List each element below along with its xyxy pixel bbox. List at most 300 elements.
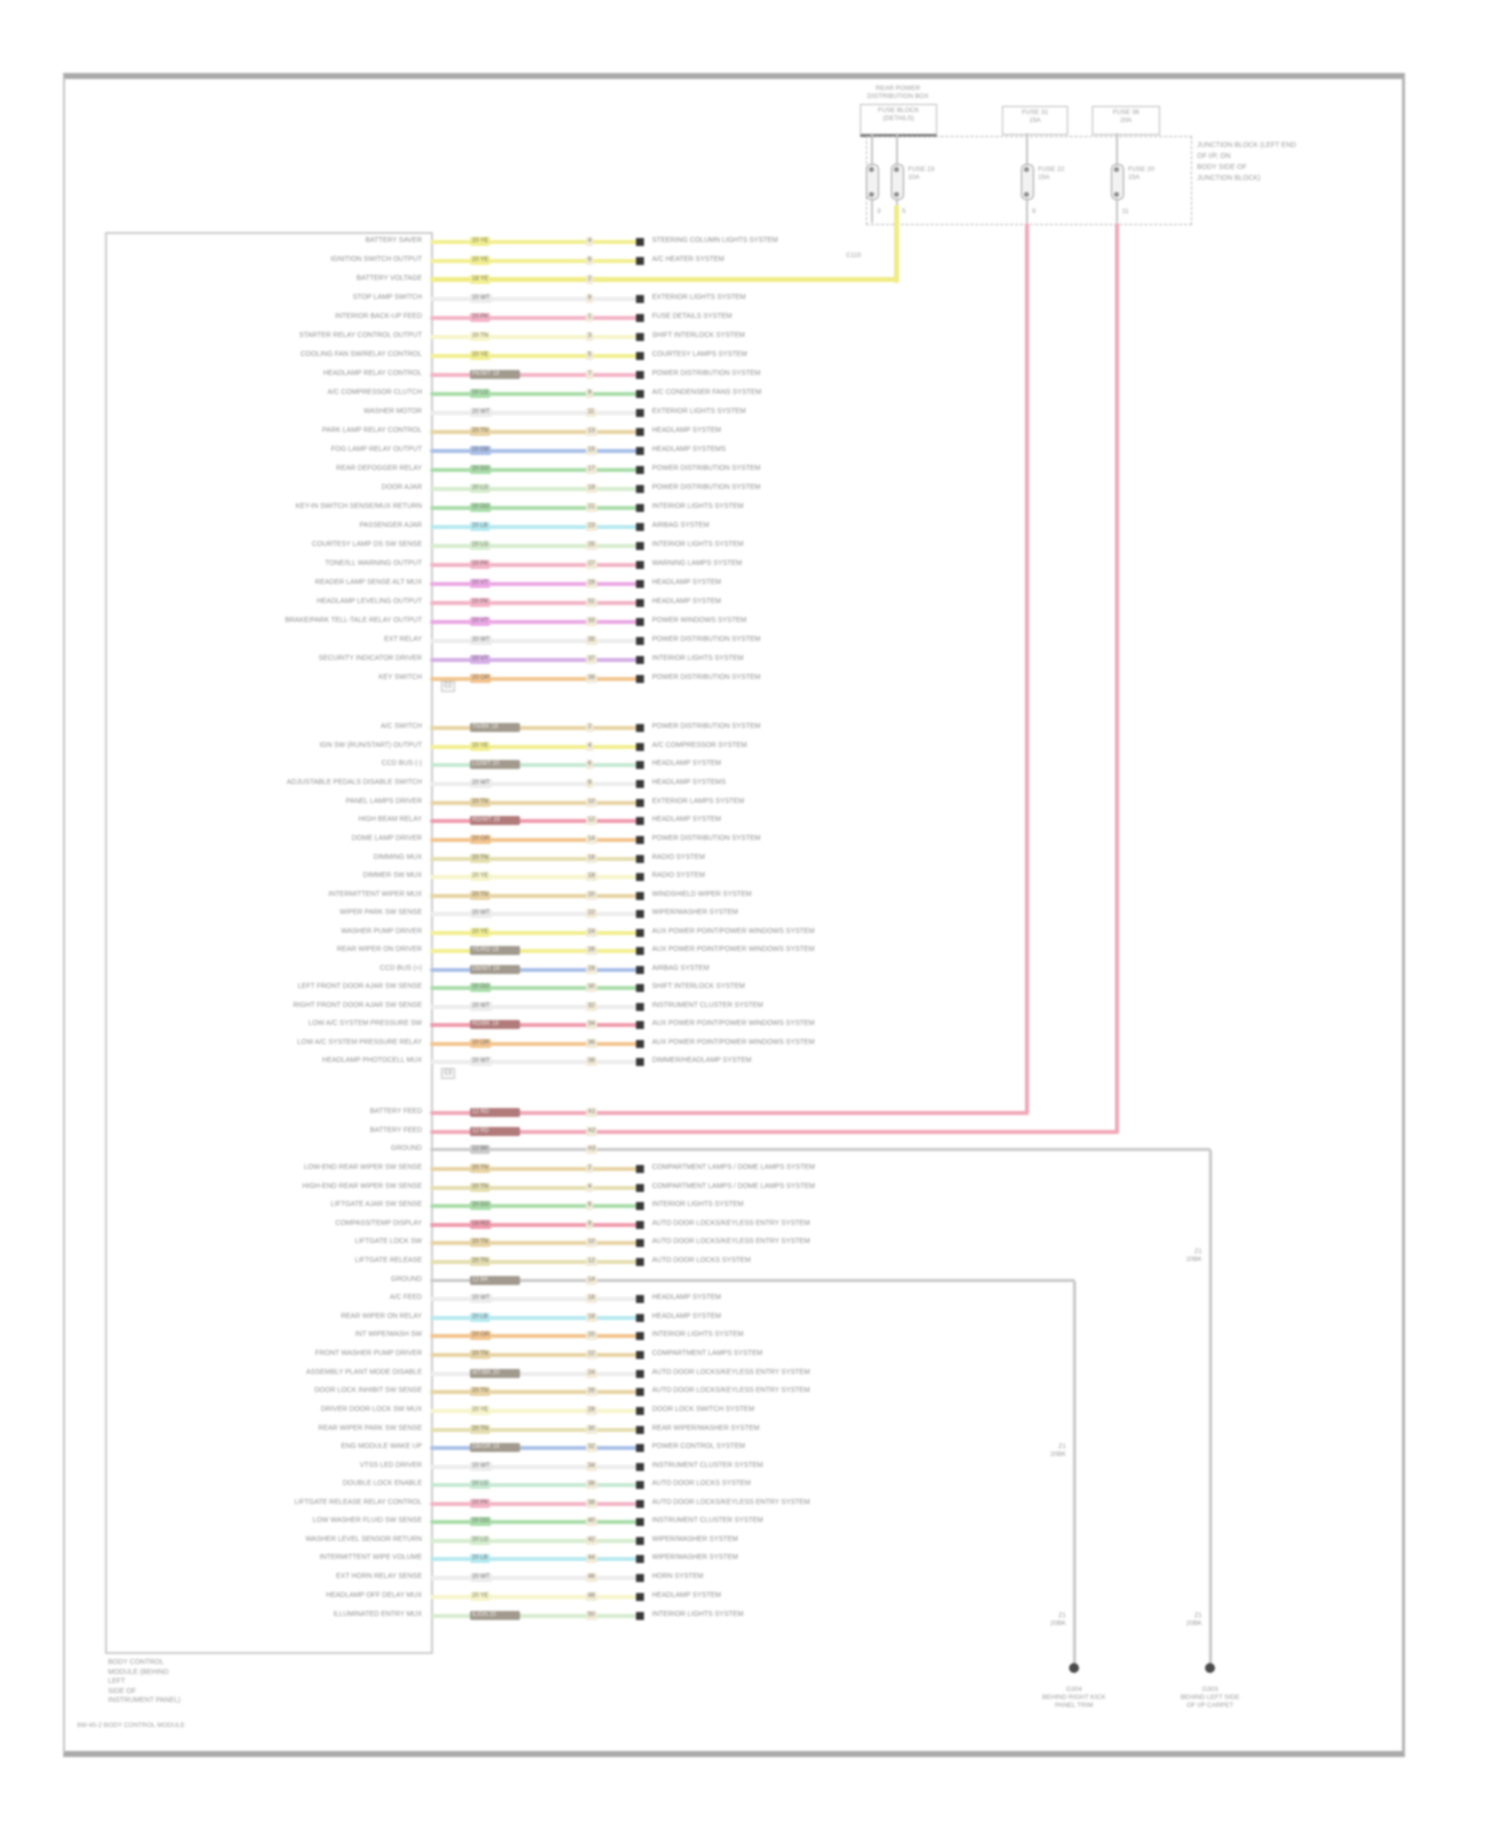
module-pin-label: LOW A/C SYSTEM PRESSURE RELAY bbox=[297, 1039, 422, 1046]
wire-pin-number-chip: 27 bbox=[588, 561, 595, 567]
wire-pin-number-chip: 25 bbox=[588, 542, 595, 548]
connector-pin-square bbox=[636, 743, 644, 751]
wire-code-chip: 20 YE bbox=[472, 929, 489, 935]
wire-code-chip: 20 TN bbox=[472, 428, 489, 434]
connector-pin-square bbox=[636, 1202, 644, 1210]
ground-wire-2-vertical bbox=[1073, 1281, 1076, 1668]
ground-2-mid-label bbox=[1014, 1443, 1066, 1459]
connector-pin-square bbox=[636, 1444, 644, 1452]
connector-pin-square bbox=[636, 1295, 644, 1303]
wire-pin-number-chip: 32 bbox=[588, 1003, 595, 1009]
wire-code-chip: 20 YE bbox=[472, 873, 489, 879]
wire-code-chip: 18 YE bbox=[472, 276, 489, 282]
connector-pin-square bbox=[636, 1537, 644, 1545]
wire-pin-number-chip: 28 bbox=[588, 1407, 595, 1413]
destination-label: INTERIOR LIGHTS SYSTEM bbox=[652, 541, 744, 548]
wire-pin-number-chip: 16 bbox=[588, 855, 595, 861]
destination-label: INTERIOR LIGHTS SYSTEM bbox=[652, 1331, 744, 1338]
wire-khaki bbox=[430, 1428, 641, 1432]
wire-mint bbox=[430, 763, 641, 767]
wire-pin-number-chip: 10 bbox=[588, 799, 595, 805]
connector-pin-square bbox=[636, 1184, 644, 1192]
destination-label: EXTERIOR LIGHTS SYSTEM bbox=[652, 408, 746, 415]
destination-label: POWER DISTRIBUTION SYSTEM bbox=[652, 484, 761, 491]
wire-code-chip: 20 TN bbox=[472, 799, 489, 805]
wire-pin-number-chip: 37 bbox=[588, 656, 595, 662]
ground-1-terminal-dot bbox=[1205, 1663, 1215, 1673]
module-pin-label: DOOR AJAR bbox=[381, 484, 422, 491]
wire-pin-number-chip: 12 bbox=[588, 1258, 595, 1264]
wire-code-chip: 20 LG bbox=[472, 1481, 489, 1487]
connector-pin-square bbox=[636, 1351, 644, 1359]
connector-pin-square bbox=[636, 238, 644, 246]
fuse-block-1-label-line: FUSE BLOCK bbox=[877, 107, 920, 114]
wire-yellow bbox=[430, 277, 897, 282]
module-pin-label: DOUBLE LOCK ENABLE bbox=[342, 1480, 422, 1487]
junction-block-annotation bbox=[1197, 140, 1296, 184]
wire-pin-number-chip: 33 bbox=[588, 618, 595, 624]
destination-label: AUTO DOOR LOCKS/KEYLESS ENTRY SYSTEM bbox=[652, 1220, 810, 1227]
junction-block-annotation-line: JUNCTION BLOCK) bbox=[1197, 175, 1261, 182]
wire-pin-number-chip: 18 bbox=[588, 1314, 595, 1320]
wire-code-chip: 20 TN bbox=[472, 333, 489, 339]
wire-pin-number-chip: 15 bbox=[588, 447, 595, 453]
ground-2-top-label-line: 20BK bbox=[1050, 1620, 1066, 1627]
connector-pin-square bbox=[636, 724, 644, 732]
module-name-label-line: BODY CONTROL bbox=[108, 1659, 164, 1666]
destination-label: COMPARTMENT LAMPS SYSTEM bbox=[652, 1350, 763, 1357]
wire-code-chip: 20 LG bbox=[472, 542, 489, 548]
wire-code-chip: 20 LB bbox=[472, 1314, 488, 1320]
module-pin-label: LIFTGATE RELEASE bbox=[354, 1257, 422, 1264]
connector-pin-square bbox=[636, 966, 644, 974]
wire-code-chip: 20 DB bbox=[472, 447, 489, 453]
module-name-label-line: LEFT bbox=[108, 1678, 126, 1685]
destination-label: INSTRUMENT CLUSTER SYSTEM bbox=[652, 1517, 764, 1524]
power-distribution-header bbox=[858, 85, 938, 101]
ground-1-label bbox=[1140, 1686, 1280, 1710]
wire-pin-number-chip: 34 bbox=[588, 1021, 595, 1027]
connector-pin-square bbox=[636, 656, 644, 664]
wire-orange bbox=[430, 838, 641, 842]
connector-pin-square bbox=[636, 873, 644, 881]
wire-pin-number-chip: 17 bbox=[588, 466, 595, 472]
ground-1-mid-label-line: 20BK bbox=[1186, 1256, 1202, 1263]
ground-2-mid-label-line: 20BK bbox=[1050, 1451, 1066, 1458]
fuse-2-side-label bbox=[1038, 166, 1064, 182]
module-pin-label: INT WIPE/WASH SW bbox=[355, 1331, 422, 1338]
wire-code-chip: 20 WT bbox=[472, 1295, 490, 1301]
wire-code-chip: 20 YE bbox=[472, 257, 489, 263]
destination-label: FUSE DETAILS SYSTEM bbox=[652, 313, 732, 320]
ground-2-label-line: G304 bbox=[1066, 1686, 1082, 1693]
wire-tan bbox=[430, 726, 641, 730]
ground-2-label-line: BEHIND RIGHT KICK bbox=[1042, 1694, 1106, 1701]
wire-white bbox=[430, 411, 641, 415]
connector-pin-square bbox=[636, 1040, 644, 1048]
destination-label: A/C COMPRESSOR SYSTEM bbox=[652, 742, 747, 749]
wire-gray bbox=[430, 1148, 1211, 1151]
module-connector-tag-c2: C2 bbox=[441, 681, 455, 692]
yellow-feed-connector-tag: C115 bbox=[846, 252, 862, 259]
wire-code-chip: 20 TN bbox=[472, 1258, 489, 1264]
module-pin-label: STOP LAMP SWITCH bbox=[352, 294, 422, 301]
wire-code-chip: 20 PK bbox=[472, 561, 489, 567]
connector-pin-square bbox=[636, 428, 644, 436]
wire-code-chip: 20 DG bbox=[472, 1518, 490, 1524]
wire-code-chip: 20 LG bbox=[472, 390, 489, 396]
wire-pin-number-chip: 16 bbox=[588, 1295, 595, 1301]
fuse-1-side-label-line: FUSE 23 bbox=[908, 166, 935, 173]
fuse-1b-icon bbox=[891, 164, 904, 200]
wire-pin-number-chip: 7 bbox=[588, 371, 592, 377]
module-pin-label: REAR WIPER ON DRIVER bbox=[336, 946, 422, 953]
wire-pin-number-chip: 39 bbox=[588, 675, 595, 681]
module-pin-label: LEFT FRONT DOOR AJAR SW SENSE bbox=[297, 983, 422, 990]
wire-cyan bbox=[430, 525, 641, 529]
wire-pin-number-chip: A1 bbox=[588, 1109, 596, 1115]
wire-orange bbox=[430, 1042, 641, 1046]
connector-pin-square bbox=[636, 1258, 644, 1266]
fuse-block-1-label bbox=[861, 107, 936, 123]
module-pin-label: INTERIOR BACK-UP FEED bbox=[335, 313, 422, 320]
wire-yellow bbox=[430, 745, 641, 749]
wire-code-chip: 20 YE bbox=[472, 743, 489, 749]
connector-pin-square bbox=[636, 637, 644, 645]
wire-code-chip: 20 TN bbox=[472, 1426, 489, 1432]
module-pin-label: HEADLAMP OFF DELAY MUX bbox=[325, 1592, 422, 1599]
wire-code-chip: 20 OR bbox=[472, 675, 490, 681]
destination-label: RADIO SYSTEM bbox=[652, 854, 705, 861]
wire-pin-number-chip: 48 bbox=[588, 1593, 595, 1599]
wire-blue bbox=[430, 968, 641, 972]
wire-pin-number-chip: 18 bbox=[588, 873, 595, 879]
wire-pin-number-chip: 35 bbox=[588, 637, 595, 643]
wire-pin-number-chip: 36 bbox=[588, 1481, 595, 1487]
destination-label: AUX POWER POINT/POWER WINDOWS SYSTEM bbox=[652, 1020, 815, 1027]
module-pin-label: REAR WIPER ON RELAY bbox=[340, 1313, 422, 1320]
fuse-3-label-line: 20A bbox=[1120, 117, 1132, 124]
wire-pin-number-chip: 50 bbox=[588, 1612, 595, 1618]
wire-yellow bbox=[430, 240, 641, 244]
module-pin-label: COURTESY LAMP DS SW SENSE bbox=[311, 541, 422, 548]
connector-pin-square bbox=[636, 1314, 644, 1322]
module-pin-label: BATTERY FEED bbox=[369, 1108, 422, 1115]
connector-pin-square bbox=[636, 929, 644, 937]
ground-1-top-label-line: Z1 bbox=[1194, 1612, 1202, 1619]
wire-pin-number-chip: 30 bbox=[588, 984, 595, 990]
module-name-label-line: MODULE (BEHIND bbox=[108, 1668, 169, 1676]
wire-code-chip: 20 PK bbox=[472, 599, 489, 605]
module-pin-label: STARTER RELAY CONTROL OUTPUT bbox=[299, 332, 422, 339]
destination-label: HEADLAMP SYSTEM bbox=[652, 579, 722, 586]
destination-label: AUX POWER POINT/POWER WINDOWS SYSTEM bbox=[652, 946, 815, 953]
wire-pin-number-chip: 21 bbox=[588, 504, 595, 510]
wire-code-chip: 20 WT bbox=[472, 910, 490, 916]
wire-code-chip: 12 BK bbox=[472, 1146, 489, 1152]
module-pin-label: A/C FEED bbox=[389, 1294, 422, 1301]
fuse-3-side-label-line: FUSE 20 bbox=[1128, 166, 1155, 173]
wire-khaki bbox=[430, 857, 641, 861]
module-pin-label: HEADLAMP RELAY CONTROL bbox=[323, 370, 422, 377]
wire-pin-number-chip: 10 bbox=[588, 1239, 595, 1245]
ground-1-top-label bbox=[1150, 1612, 1202, 1628]
wire-white bbox=[430, 1005, 641, 1009]
connector-pin-square bbox=[636, 561, 644, 569]
fuse-2-label bbox=[1003, 109, 1067, 125]
wire-code-chip: 20 WT bbox=[472, 295, 490, 301]
destination-label: INSTRUMENT CLUSTER SYSTEM bbox=[652, 1462, 764, 1469]
destination-label: HEADLAMP SYSTEM bbox=[652, 760, 722, 767]
connector-pin-square bbox=[636, 675, 644, 683]
wire-pin-number-chip: 4 bbox=[588, 743, 592, 749]
wire-pin-number-chip: 42 bbox=[588, 1537, 595, 1543]
wire-paleyellow bbox=[430, 1409, 641, 1413]
ground-2-mid-label-line: Z1 bbox=[1058, 1443, 1066, 1450]
connector-pin-square bbox=[636, 390, 644, 398]
wire-tan bbox=[430, 1241, 641, 1245]
wire-khaki bbox=[430, 1186, 641, 1190]
destination-label: POWER DISTRIBUTION SYSTEM bbox=[652, 370, 761, 377]
wire-yellow bbox=[430, 259, 641, 263]
wire-paleyellow bbox=[430, 875, 641, 879]
connector-pin-square bbox=[636, 1612, 644, 1620]
module-pin-label: BATTERY VOLTAGE bbox=[356, 275, 422, 282]
wire-code-chip: 20 DG bbox=[472, 504, 490, 510]
connector-pin-square bbox=[636, 523, 644, 531]
destination-label: A/C CONDENSER FANS SYSTEM bbox=[652, 389, 762, 396]
destination-label: POWER CONTROL SYSTEM bbox=[652, 1443, 746, 1450]
wire-pin-number-chip: 46 bbox=[588, 1574, 595, 1580]
wire-pin-number-chip: 8 bbox=[588, 780, 592, 786]
wire-violet bbox=[430, 658, 641, 662]
wire-pink bbox=[430, 601, 641, 605]
battery-feed-1-vertical-wire bbox=[1025, 223, 1029, 1115]
module-pin-label: TONE/ILL WARNING OUTPUT bbox=[325, 560, 422, 567]
wire-code-chip: 20 TN bbox=[472, 855, 489, 861]
connector-pin-square bbox=[636, 1332, 644, 1340]
connector-pin-square bbox=[636, 504, 644, 512]
destination-label: AUTO DOOR LOCKS SYSTEM bbox=[652, 1257, 751, 1264]
wire-gray bbox=[430, 1279, 1075, 1282]
wire-code-chip: 20 YE bbox=[472, 238, 489, 244]
wire-pin-number-chip: 20 bbox=[588, 1332, 595, 1338]
connector-pin-square bbox=[636, 761, 644, 769]
wire-white bbox=[430, 297, 641, 301]
wire-orange bbox=[430, 1334, 641, 1338]
destination-label: HEADLAMP SYSTEM bbox=[652, 1294, 722, 1301]
wire-pin-number-chip: 23 bbox=[588, 523, 595, 529]
connector-pin-square bbox=[636, 1165, 644, 1173]
wire-green bbox=[430, 1204, 641, 1208]
fuse-2-side-label-line: 15A bbox=[1038, 174, 1050, 181]
module-pin-label: PASSENGER AJAR bbox=[359, 522, 422, 529]
connector-pin-square bbox=[636, 599, 644, 607]
connector-pin-square bbox=[636, 1058, 644, 1066]
wire-pin-number-chip: 31 bbox=[588, 599, 595, 605]
fuse-2-box bbox=[1002, 106, 1068, 135]
module-pin-label: DOME LAMP DRIVER bbox=[351, 835, 422, 842]
destination-label: A/C HEATER SYSTEM bbox=[652, 256, 725, 263]
wire-paleyellow bbox=[430, 1595, 641, 1599]
connector-pin-square bbox=[636, 618, 644, 626]
module-pin-label: GROUND bbox=[390, 1145, 422, 1152]
ground-1-mid-label bbox=[1150, 1248, 1202, 1264]
wire-code-chip: 20 YE bbox=[472, 1407, 489, 1413]
module-pin-label: HEADLAMP PHOTOCELL MUX bbox=[322, 1057, 422, 1064]
wire-pin-number-chip: 2 bbox=[588, 1165, 592, 1171]
module-pin-label: LOW-END REAR WIPER SW SENSE bbox=[303, 1164, 422, 1171]
wire-pin-number-chip: 26 bbox=[588, 947, 595, 953]
destination-label: DIMMER/HEADLAMP SYSTEM bbox=[652, 1057, 752, 1064]
module-pin-label: HEADLAMP LEVELING OUTPUT bbox=[316, 598, 422, 605]
junction-block-annotation-line: BODY SIDE OF bbox=[1197, 164, 1247, 171]
module-pin-label: ILLUMINATED ENTRY MUX bbox=[333, 1611, 422, 1618]
wire-pin-number-chip: 5 bbox=[588, 352, 592, 358]
wire-code-chip: WT/BK 20 bbox=[470, 1369, 520, 1378]
wire-code-chip: 20 WT bbox=[472, 1463, 490, 1469]
wire-code-chip: 20 TN bbox=[472, 1184, 489, 1190]
module-pin-label: PARK LAMP RELAY CONTROL bbox=[322, 427, 422, 434]
wire-tan bbox=[430, 1167, 641, 1171]
junction-block-annotation-line: OF I/P, ON bbox=[1197, 153, 1231, 160]
fuse-pin-tag-4: 11 bbox=[1122, 208, 1129, 215]
module-pin-label: PANEL LAMPS DRIVER bbox=[345, 798, 422, 805]
fuse-3-label-line: FUSE 36 bbox=[1112, 109, 1140, 116]
module-pin-label: ADJUSTABLE PEDALS DISABLE SWITCH bbox=[286, 779, 422, 786]
wire-code-chip: 18 RD bbox=[472, 1221, 490, 1227]
destination-label: POWER DISTRIBUTION SYSTEM bbox=[652, 674, 761, 681]
wire-code-chip: 20 WT bbox=[472, 1003, 490, 1009]
fuse-1-side-label-line: 10A bbox=[908, 174, 920, 181]
destination-label: AIRBAG SYSTEM bbox=[652, 522, 710, 529]
module-pin-label: VTSS LED DRIVER bbox=[359, 1462, 422, 1469]
connector-pin-square bbox=[636, 333, 644, 341]
wire-pin-number-chip: 3 bbox=[588, 333, 592, 339]
destination-label: REAR WIPER/WASHER SYSTEM bbox=[652, 1425, 760, 1432]
connector-pin-square bbox=[636, 1388, 644, 1396]
ground-2-top-label bbox=[1014, 1612, 1066, 1628]
destination-label: HEADLAMP SYSTEMS bbox=[652, 446, 726, 453]
connector-pin-square bbox=[636, 910, 644, 918]
destination-label: AUX POWER POINT/POWER WINDOWS SYSTEM bbox=[652, 928, 815, 935]
connector-pin-square bbox=[636, 1003, 644, 1011]
battery-feed-2-vertical-wire bbox=[1115, 223, 1119, 1134]
wire-pin-number-chip: 24 bbox=[588, 1370, 595, 1376]
wire-pin-number-chip: 22 bbox=[588, 1351, 595, 1357]
wire-pin-number-chip: 40 bbox=[588, 1518, 595, 1524]
module-pin-label: IGN SW (RUN/START) OUTPUT bbox=[319, 742, 422, 749]
module-pin-label: DRIVER DOOR LOCK SW MUX bbox=[320, 1406, 422, 1413]
destination-label: HORN SYSTEM bbox=[652, 1573, 704, 1580]
fuse-2-icon bbox=[1021, 164, 1034, 200]
connector-pin-square bbox=[636, 1593, 644, 1601]
destination-label: COURTESY LAMPS SYSTEM bbox=[652, 351, 748, 358]
connector-pin-square bbox=[636, 1555, 644, 1563]
fuse-3-side-label-line: 15A bbox=[1128, 174, 1140, 181]
wire-code-chip: 20 LG bbox=[472, 485, 489, 491]
wire-yellow bbox=[430, 949, 641, 953]
destination-label: HEADLAMP SYSTEM bbox=[652, 598, 722, 605]
destination-label: WIPER/WASHER SYSTEM bbox=[652, 1536, 739, 1543]
wire-code-chip: RD/BK 18 bbox=[470, 1020, 520, 1029]
wire-code-chip: 20 YE bbox=[472, 352, 489, 358]
wire-code-chip: 20 LB bbox=[472, 1555, 488, 1561]
wire-code-chip: 20 WT bbox=[472, 1058, 490, 1064]
destination-label: DOOR LOCK SWITCH SYSTEM bbox=[652, 1406, 755, 1413]
wire-pin-number-chip: 19 bbox=[588, 485, 595, 491]
wire-pin-number-chip: 8 bbox=[588, 1221, 592, 1227]
module-pin-label: LIFTGATE RELEASE RELAY CONTROL bbox=[294, 1499, 422, 1506]
module-name-label-line: SIDE OF bbox=[108, 1687, 137, 1695]
destination-label: HEADLAMP SYSTEMS bbox=[652, 779, 726, 786]
wire-magenta bbox=[430, 582, 641, 586]
module-pin-label: EXT HORN RELAY SENSE bbox=[336, 1573, 422, 1580]
destination-label: INTERIOR LIGHTS SYSTEM bbox=[652, 1201, 744, 1208]
ground-1-mid-label-line: Z1 bbox=[1194, 1248, 1202, 1255]
connector-pin-square bbox=[636, 817, 644, 825]
wire-white bbox=[430, 1465, 641, 1469]
module-pin-label: KEY-IN SWITCH SENSE/MUX RETURN bbox=[295, 503, 422, 510]
wire-pink bbox=[430, 373, 641, 377]
wire-yellow bbox=[430, 931, 641, 935]
module-pin-label: DIMMING MUX bbox=[373, 854, 422, 861]
wire-pin-number-chip: 11 bbox=[588, 409, 595, 415]
connector-pin-square bbox=[636, 947, 644, 955]
module-pin-label: WASHER MOTOR bbox=[363, 408, 422, 415]
ground-1-label-line: G303 bbox=[1202, 1686, 1218, 1693]
wire-tan bbox=[430, 894, 641, 898]
ground-2-label bbox=[1004, 1686, 1144, 1710]
destination-label: STEERING COLUMN LIGHTS SYSTEM bbox=[652, 237, 779, 244]
connector-pin-square bbox=[636, 580, 644, 588]
module-pin-label: ASSEMBLY PLANT MODE DISABLE bbox=[306, 1369, 422, 1376]
wire-pin-number-chip: 4 bbox=[588, 1184, 592, 1190]
module-pin-label: SECURITY INDICATOR DRIVER bbox=[318, 655, 422, 662]
wire-code-chip: DB/OR 18 bbox=[470, 1443, 520, 1452]
power-distribution-header-line: DISTRIBUTION BOX bbox=[867, 93, 929, 100]
wire-red bbox=[430, 1223, 641, 1227]
module-pin-label: HIGH BEAM RELAY bbox=[358, 816, 422, 823]
destination-label: EXTERIOR LIGHTS SYSTEM bbox=[652, 294, 746, 301]
wire-orange bbox=[430, 677, 641, 681]
wire-green bbox=[430, 468, 641, 472]
wire-pin-number-chip: 24 bbox=[588, 929, 595, 935]
module-pin-label: DOOR LOCK INHIBIT SW SENSE bbox=[314, 1387, 422, 1394]
module-pin-label: BATTERY FEED bbox=[369, 1127, 422, 1134]
destination-label: POWER DISTRIBUTION SYSTEM bbox=[652, 835, 761, 842]
module-name-label-line: INSTRUMENT PANEL) bbox=[108, 1697, 181, 1704]
destination-label: POWER DISTRIBUTION SYSTEM bbox=[652, 465, 761, 472]
module-pin-label: COOLING FAN SW/RELAY CONTROL bbox=[300, 351, 422, 358]
wire-code-chip: 12 BK bbox=[470, 1276, 520, 1285]
connector-pin-square bbox=[636, 1407, 644, 1415]
wire-code-chip: 20 DG bbox=[472, 466, 490, 472]
wire-pin-number-chip: 29 bbox=[588, 580, 595, 586]
wire-pin-number-chip: 6 bbox=[588, 1202, 592, 1208]
connector-pin-square bbox=[636, 780, 644, 788]
destination-label: AUTO DOOR LOCKS/KEYLESS ENTRY SYSTEM bbox=[652, 1499, 810, 1506]
wire-green bbox=[430, 1520, 641, 1524]
wire-pin-number-chip: 6 bbox=[588, 257, 592, 263]
wire-code-chip: 20 LG bbox=[472, 1537, 489, 1543]
destination-label: AUTO DOOR LOCKS/KEYLESS ENTRY SYSTEM bbox=[652, 1238, 810, 1245]
connector-pin-square bbox=[636, 542, 644, 550]
page-footer-code: 8W-45-2 BODY CONTROL MODULE bbox=[77, 1722, 185, 1729]
module-name-label bbox=[108, 1658, 180, 1706]
module-pin-label: READER LAMP SENSE ALT MUX bbox=[315, 579, 422, 586]
ground-wire-1-vertical bbox=[1209, 1150, 1212, 1668]
